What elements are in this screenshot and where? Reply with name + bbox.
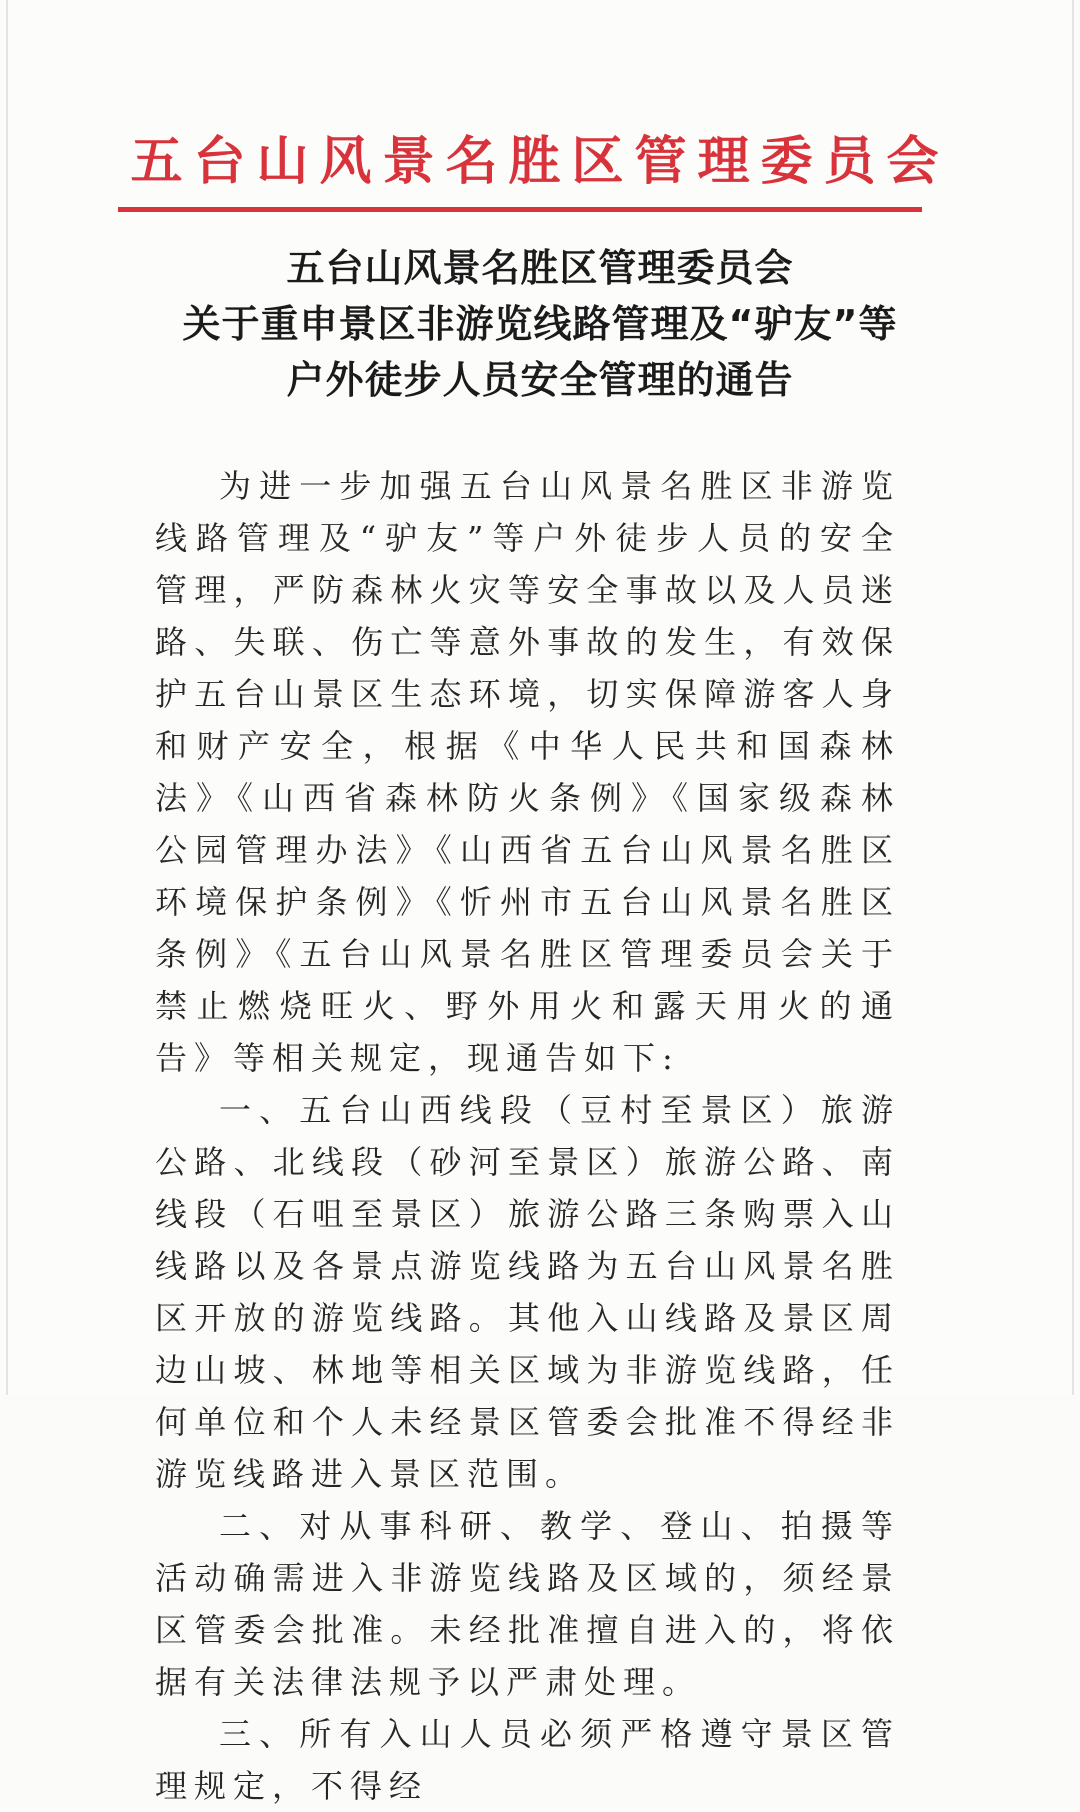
paragraph-item-3: 三、所有入山人员必须严格遵守景区管理规定，不得经 xyxy=(155,1715,900,1805)
scan-edge-right xyxy=(1072,0,1074,1395)
paragraph-item-2: 二、对从事科研、教学、登山、拍摄等活动确需进入非游览线路及区域的，须经景区管委会批准。未经批准擅自进入的，将依据有关法律法规予以严肃处理。 xyxy=(155,1507,900,1701)
paragraph-intro: 为进一步加强五台山风景名胜区非游览线路管理及“驴友”等户外徒步人员的安全管理，严防森林火灾等安全事故以及人员迷路、失联、伤亡等意外事故的发生，有效保护五台山景区生态环境，切实保障游客人身和财产安全，根据《中华人民共和国森林法》《山西省森林防火条例》《国家级森林公园管理办法》《山西省五台山风景名胜区环境保护条例》《忻州市五台山风景名胜区条例》《五台山风景名胜区管理委员会关于禁止燃烧旺火、野外用火和露天用火的通告》等相关规定，现通告如下: xyxy=(155,467,900,1077)
title-line-2: 关于重申景区非游览线路管理及“驴友”等 xyxy=(182,302,898,346)
title-line-1: 五台山风景名胜区管理委员会 xyxy=(286,246,794,290)
notice-title xyxy=(0,240,1080,408)
scan-edge-left xyxy=(6,0,8,1395)
paragraph-item-1: 一、五台山西线段（豆村至景区）旅游公路、北线段（砂河至景区）旅游公路、南线段（石咀至景区）旅游公路三条购票入山线路以及各景点游览线路为五台山风景名胜区开放的游览线路。其他入山线路及景区周边山坡、林地等相关区域为非游览线路，任何单位和个人未经景区管委会批准不得经非游览线路进入景区范围。 xyxy=(155,1091,900,1493)
red-header-rule xyxy=(118,207,922,212)
red-letterhead-title: 五台山风景名胜区管理委员会 xyxy=(130,131,950,192)
notice-body xyxy=(155,460,900,1812)
title-line-3: 户外徒步人员安全管理的通告 xyxy=(286,358,794,402)
